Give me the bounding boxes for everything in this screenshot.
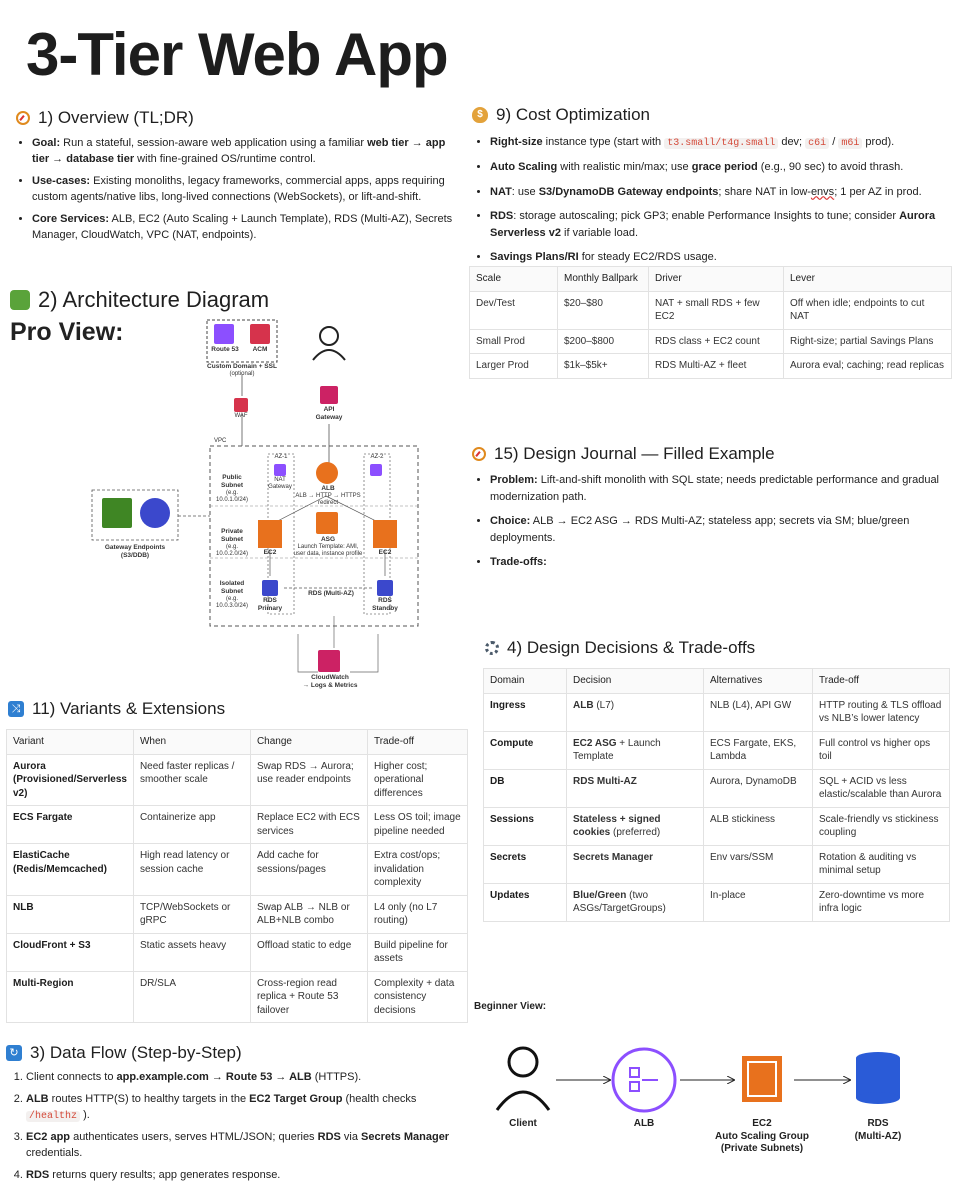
cost-nat: • NAT: use S3/DynamoDB Gateway endpoints; share NAT in low-envs; 1 per AZ in prod.: [490, 184, 944, 201]
rds-standby-label: RDS Standby: [372, 597, 398, 612]
journal-heading: 15) Design Journal — Filled Example: [472, 444, 775, 464]
api-gateway-label: API Gateway: [315, 406, 343, 421]
cloudwatch-icon: [318, 650, 340, 672]
beginner-heading: Beginner View:: [474, 1001, 547, 1012]
vpc-label: VPC: [214, 438, 227, 444]
route53-label: Route 53: [211, 346, 239, 353]
table-row: Multi-Region DR/SLA Cross-region read replica + Route 53 failover Complexity + data consistency decisions: [7, 971, 468, 1023]
table-row: Secrets Secrets Manager Env vars/SSM Rotation & auditing vs minimal setup: [484, 845, 950, 883]
dataflow-heading: ↻ 3) Data Flow (Step-by-Step): [6, 1043, 242, 1063]
architecture-heading: 2) Architecture Diagram: [10, 287, 269, 313]
nat-icon-left: [274, 464, 286, 476]
journal-problem: • Problem: Lift-and-shift monolith with SQL state; needs predictable performance and gradual modernization path.: [490, 472, 952, 505]
table-row: Larger Prod $1k–$5k+ RDS Multi-AZ + fleet Aurora eval; caching; read replicas: [470, 354, 952, 379]
puzzle-icon: [10, 290, 30, 310]
gear-icon: [485, 641, 499, 655]
nat-icon-right: [370, 464, 382, 476]
pro-view-label: Pro View:: [10, 318, 124, 346]
table-row: Updates Blue/Green (two ASGs/TargetGroups) In-place Zero-downtime vs more infra logic: [484, 883, 950, 921]
rds-multi-label: RDS (Multi-AZ): [308, 590, 354, 597]
ec2-right-label: EC2: [378, 549, 392, 556]
private-subnet-label: Private Subnet: [220, 528, 244, 543]
cost-savings: • Savings Plans/RI for steady EC2/RDS usage.: [490, 249, 944, 266]
table-row: Small Prod $200–$800 RDS class + EC2 count Right-size; partial Savings Plans: [470, 329, 952, 354]
asg-icon: [316, 512, 338, 534]
acm-label: ACM: [252, 346, 268, 353]
beginner-client-label: Client: [509, 1118, 537, 1129]
waf-icon: [234, 398, 248, 412]
overview-core: • Core Services: ALB, EC2 (Auto Scaling + Launch Template), RDS (Multi-AZ), Secrets Manager, CloudWatch, VPC (NAT, endpoints).: [32, 212, 456, 244]
money-bag-icon: $: [472, 107, 488, 123]
variants-table: [6, 729, 468, 1023]
journal-tradeoffs: • Trade-offs:: [490, 554, 952, 571]
overview-heading: 1) Overview (TL;DR): [16, 108, 194, 128]
decisions-table-header: Domain Decision Alternatives Trade-off: [484, 669, 950, 694]
decisions-table: [483, 668, 950, 922]
overview-body: [16, 136, 456, 250]
nat-label-left: NAT Gateway: [268, 477, 292, 490]
beginner-diagram: [480, 1040, 940, 1160]
beginner-alb-label: ALB: [633, 1118, 655, 1129]
dataflow-body: [8, 1070, 470, 1190]
rds-primary-label: RDS Primary: [257, 597, 283, 612]
table-row: Ingress ALB (L7) NLB (L4), API GW HTTP routing & TLS offload vs NLB’s lower latency: [484, 693, 950, 731]
public-cidr: (e.g. 10.0.1.0/24): [215, 489, 249, 503]
beginner-ec2-label: EC2 Auto Scaling Group (Private Subnets): [715, 1118, 809, 1154]
table-row: Dev/Test $20–$80 NAT + small RDS + few EC2 Off when idle; endpoints to cut NAT: [470, 291, 952, 329]
dataflow-step-3: 3. EC2 app authenticates users, serves HTML/JSON; queries RDS via Secrets Manager credentials.: [26, 1130, 470, 1162]
az1-label: AZ-1: [274, 454, 288, 460]
cost-table: [469, 266, 952, 379]
rds-primary-icon: [262, 580, 278, 596]
table-row: NLB TCP/WebSockets or gRPC Swap ALB → NLB or ALB+NLB combo L4 only (no L7 routing): [7, 895, 468, 933]
variants-heading: ⤨ 11) Variants & Extensions: [8, 699, 225, 719]
alb-icon: [316, 462, 338, 484]
architecture-diagram: [88, 316, 428, 692]
cost-body: [474, 134, 944, 272]
compass-icon: [472, 447, 486, 461]
rds-standby-icon: [377, 580, 393, 596]
waf-label: WAF: [234, 413, 248, 419]
beginner-rds-label: RDS (Multi-AZ): [854, 1118, 902, 1142]
table-row: DB RDS Multi-AZ Aurora, DynamoDB SQL + ACID vs less elastic/scalable than Aurora: [484, 769, 950, 807]
optional-label: (optional): [229, 370, 255, 377]
private-cidr: (e.g. 10.0.2.0/24): [215, 543, 249, 557]
decisions-heading: 4) Design Decisions & Trade-offs: [485, 638, 755, 658]
cost-rds: • RDS: storage autoscaling; pick GP3; enable Performance Insights to tune; consider Aurora Serverless v2 if variable load.: [490, 208, 944, 241]
compass-icon: [16, 111, 30, 125]
acm-icon: [250, 324, 270, 344]
s3-icon: [102, 498, 132, 528]
public-subnet-label: Public Subnet: [220, 474, 244, 489]
journal-body: [474, 472, 952, 577]
table-row: CloudFront + S3 Static assets heavy Offload static to edge Build pipeline for assets: [7, 933, 468, 971]
alb-label: ALB: [321, 485, 335, 492]
table-row: ElastiCache (Redis/Memcached) High read latency or session cache Add cache for sessions/pages Extra cost/ops; invalidation complexity: [7, 844, 468, 896]
dataflow-step-1: 1. Client connects to app.example.com → Route 53 → ALB (HTTPS).: [26, 1070, 470, 1086]
overview-usecases: • Use-cases: Existing monoliths, legacy frameworks, commercial apps, apps requiring custom agents/native libs, long-lived connections (WebSockets), or lift-and-shift.: [32, 174, 456, 206]
cost-heading: $ 9) Cost Optimization: [472, 105, 650, 125]
isolated-subnet-label: Isolated Subnet: [219, 580, 245, 595]
dataflow-step-4: 4. RDS returns query results; app generates response.: [26, 1168, 470, 1184]
dynamodb-icon: [140, 498, 170, 528]
dataflow-step-2: 2. ALB routes HTTP(S) to healthy targets in the EC2 Target Group (health checks /healthz ).: [26, 1092, 470, 1124]
table-row: ECS Fargate Containerize app Replace EC2 with ECS services Less OS toil; image pipeline needed: [7, 806, 468, 844]
refresh-icon: ↻: [6, 1045, 22, 1061]
journal-choice: • Choice: ALB → EC2 ASG → RDS Multi-AZ; stateless app; secrets via SM; blue/green deployments.: [490, 513, 952, 546]
alb-sublabel: ALB → HTTP → HTTPS redirect: [295, 492, 361, 506]
asg-sublabel: Launch Template: AMI, user data, instance profile: [293, 543, 363, 557]
cloudwatch-label: CloudWatch: [311, 674, 349, 681]
shuffle-icon: ⤨: [8, 701, 24, 717]
ec2-icon-right: [373, 520, 397, 548]
variants-table-header: Variant When Change Trade-off: [7, 730, 468, 755]
table-row: Compute EC2 ASG + Launch Template ECS Fargate, EKS, Lambda Full control vs higher ops toil: [484, 731, 950, 769]
asg-label: ASG: [320, 536, 336, 543]
cost-table-header: Scale Monthly Ballpark Driver Lever: [470, 267, 952, 292]
cost-rightsize: • Right-size instance type (start with t3.small/t4g.small dev; c6i / m6i prod).: [490, 134, 944, 151]
overview-goal: • Goal: Run a stateful, session-aware web application using a familiar web tier → app tier → database tier with fine-grained OS/runtime control.: [32, 136, 456, 168]
page-title: 3-Tier Web App: [26, 21, 448, 88]
gateway-endpoints-label: Gateway Endpoints (S3/DDB): [104, 544, 166, 559]
route53-icon: [214, 324, 234, 344]
table-row: Sessions Stateless + signed cookies (preferred) ALB stickiness Scale-friendly vs stickiness coupling: [484, 807, 950, 845]
ec2-icon-left: [258, 520, 282, 548]
cost-autoscaling: • Auto Scaling with realistic min/max; use grace period (e.g., 90 sec) to avoid thrash.: [490, 159, 944, 176]
custom-domain-label: Custom Domain + SSL: [207, 363, 277, 370]
az2-label: AZ-2: [370, 454, 384, 460]
api-gateway-icon: [320, 386, 338, 404]
isolated-cidr: (e.g. 10.0.3.0/24): [215, 595, 249, 609]
cloudwatch-sublabel: → Logs & Metrics: [302, 681, 358, 689]
ec2-left-label: EC2: [263, 549, 277, 556]
table-row: Aurora (Provisioned/Serverless v2) Need faster replicas / smoother scale Swap RDS → Aurora; use reader endpoints Higher cost; operational differences: [7, 754, 468, 806]
